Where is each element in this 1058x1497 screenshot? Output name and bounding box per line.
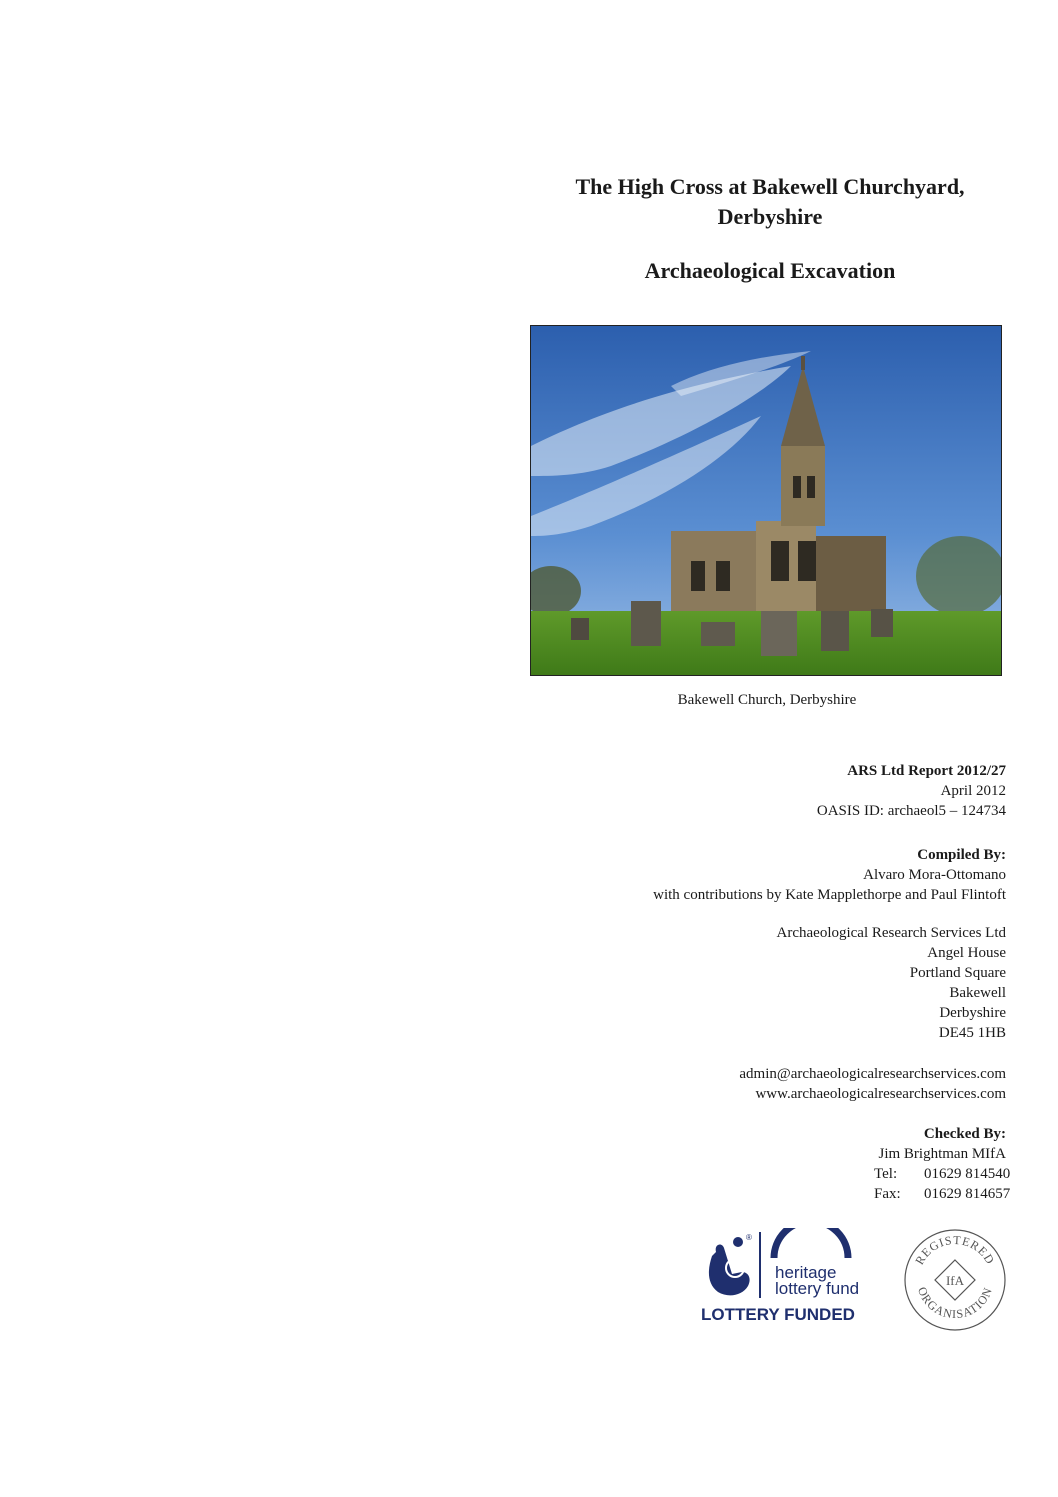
report-date: April 2012 (940, 783, 1006, 799)
compiled-author: Alvaro Mora-Ottomano (863, 867, 1006, 883)
fax-number: 01629 814657 (924, 1186, 1011, 1202)
report-title (520, 172, 1020, 232)
compiled-heading: Compiled By: (917, 847, 1006, 863)
title-line-1: The High Cross at Bakewell Churchyard, (575, 174, 965, 199)
hlf-name-1: heritage (775, 1263, 837, 1282)
report-info (817, 761, 1006, 821)
svg-text:®: ® (746, 1233, 752, 1242)
seal-bottom-text: ORGANISATION (914, 1285, 996, 1322)
hlf-name-2: lottery fund (775, 1279, 860, 1298)
address-line: Bakewell (949, 985, 1006, 1001)
church-photo (531, 326, 1001, 675)
online-block (739, 1064, 1006, 1104)
report-subtitle: Archaeological Excavation (644, 258, 896, 283)
seal-mark: IfA (945, 1273, 965, 1288)
fax-row (874, 1184, 1011, 1204)
cover-photo (530, 325, 1002, 676)
title-line-2: Derbyshire (717, 204, 823, 229)
email-address: admin@archaeologicalresearchservices.com (739, 1066, 1006, 1082)
seal-top-text: REGISTERED (912, 1232, 998, 1268)
compiled-contributors: with contributions by Kate Mapplethorpe and Paul Flintoft (653, 887, 1006, 903)
photo-caption: Bakewell Church, Derbyshire (677, 692, 857, 708)
tel-number: 01629 814540 (924, 1166, 1011, 1182)
address-line: Portland Square (909, 965, 1006, 981)
heritage-lottery-fund-logo (698, 1228, 868, 1324)
oasis-id: OASIS ID: archaeol5 – 124734 (816, 803, 1006, 819)
website-address: www.archaeologicalresearchservices.com (755, 1086, 1006, 1102)
svg-text:ORGANISATION (915, 1285, 995, 1321)
address-line: Angel House (927, 945, 1006, 961)
checked-heading: Checked By: (923, 1126, 1006, 1142)
report-ref: ARS Ltd Report 2012/27 (847, 763, 1006, 779)
fax-label: Fax: (874, 1186, 901, 1202)
address-line: Archaeological Research Services Ltd (776, 925, 1006, 941)
compiled-block (653, 845, 1006, 905)
svg-text:REGISTERED (912, 1233, 997, 1267)
address-line: Derbyshire (939, 1005, 1006, 1021)
checked-block (874, 1124, 1011, 1204)
address-block (777, 923, 1006, 1043)
tel-row (874, 1164, 1011, 1184)
tel-label: Tel: (874, 1166, 898, 1182)
checked-name: Jim Brightman MIfA (878, 1146, 1006, 1162)
hlf-tag: LOTTERY FUNDED (701, 1305, 855, 1324)
ifa-registered-organisation-seal (903, 1228, 1007, 1332)
address-line: DE45 1HB (938, 1025, 1006, 1041)
